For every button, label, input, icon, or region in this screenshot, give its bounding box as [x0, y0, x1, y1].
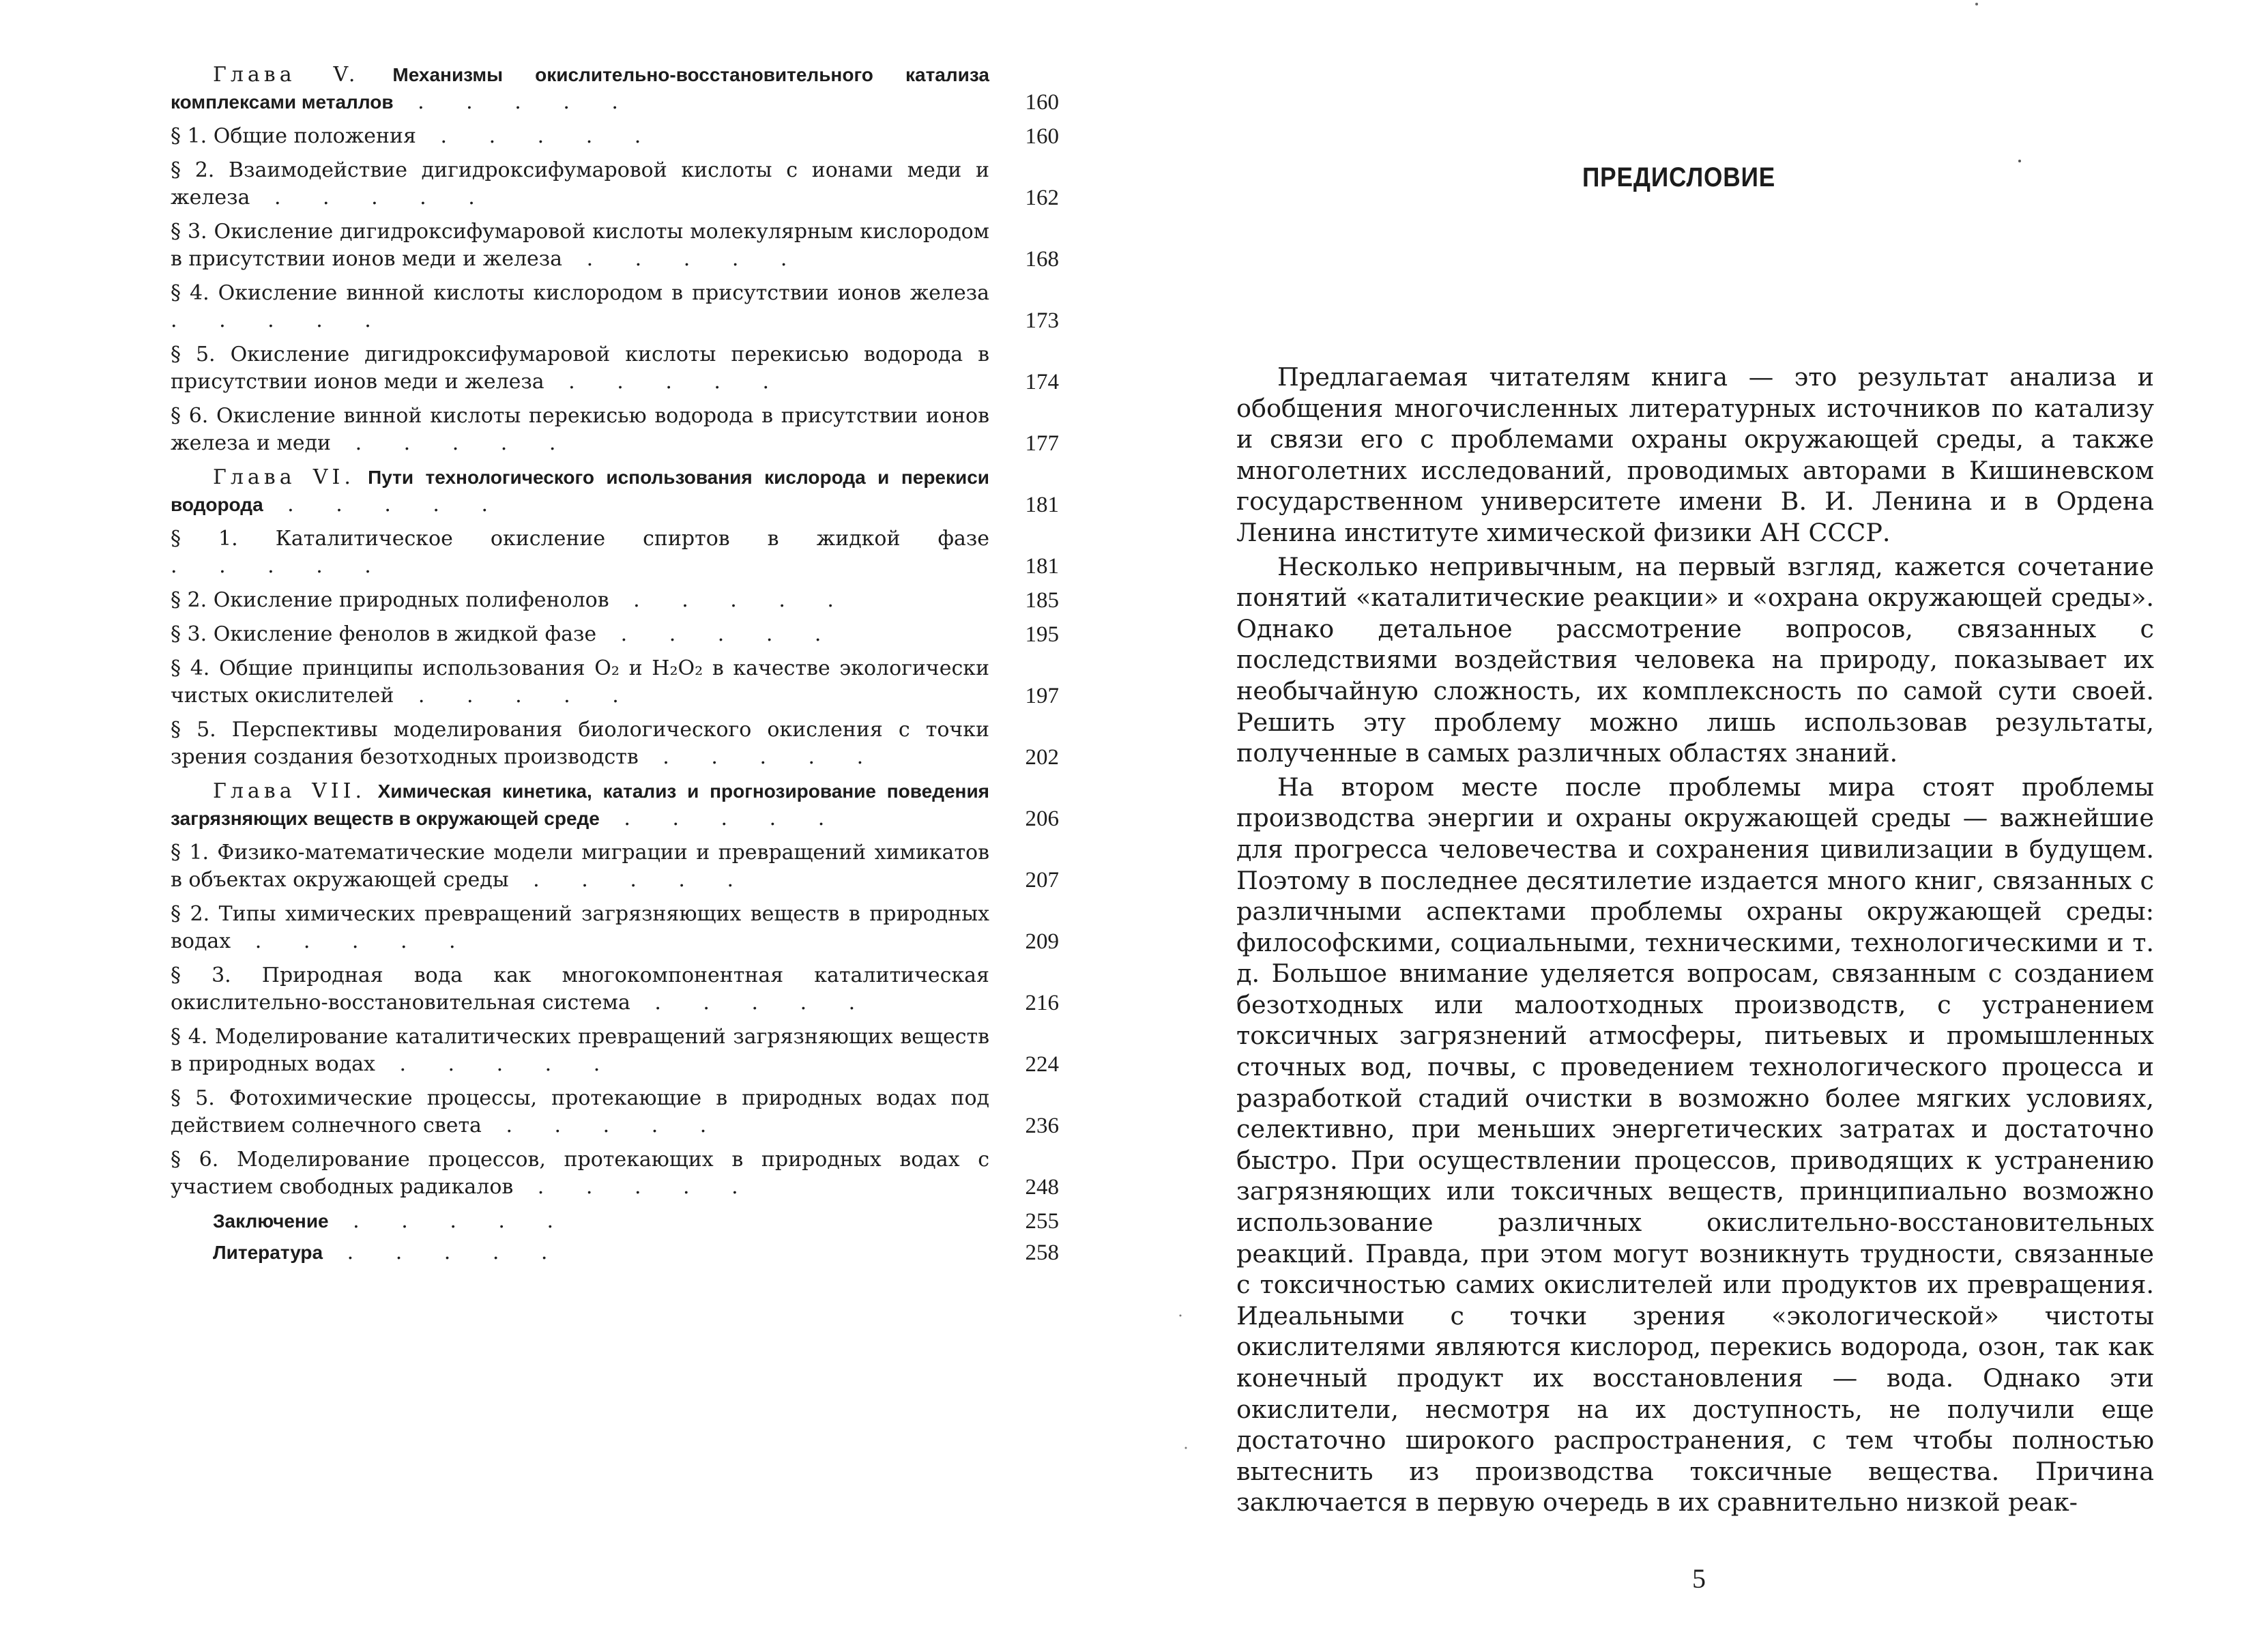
- section-title: § 1. Физико-математические модели миграции и превращений химикатов в объектах окружающей среды: [171, 841, 989, 892]
- toc-section-entry: [171, 621, 1078, 648]
- right-page-preface: [1134, 0, 2268, 1641]
- section-title: § 2. Типы химических превращений загрязняющих веществ в природных водах: [171, 902, 989, 953]
- toc-entry-text: [171, 61, 989, 116]
- toc-page-number: 181: [1025, 554, 1059, 579]
- toc-page-number: 255: [1025, 1209, 1059, 1234]
- leader-dots: . . . . .: [171, 308, 389, 332]
- leader-dots: . . . . .: [481, 1114, 725, 1137]
- toc-section-entry: [171, 839, 1078, 894]
- section-title: § 3. Окисление фенолов в жидкой фазе: [171, 622, 597, 646]
- toc-section-entry: [171, 1023, 1078, 1078]
- section-title: § 2. Окисление природных полифенолов: [171, 588, 609, 612]
- toc-entry-text: [171, 778, 989, 832]
- leader-dots: . . . . .: [393, 90, 636, 114]
- toc-section-entry: [171, 1085, 1078, 1139]
- toc-page-number: 248: [1025, 1175, 1059, 1200]
- preface-title: ПРЕДИСЛОВИЕ: [1582, 162, 1776, 192]
- toc-entry-text: [171, 464, 989, 519]
- toc-page-number: 185: [1025, 588, 1059, 613]
- toc-section-entry: [171, 403, 1078, 457]
- leader-dots: . . . . .: [596, 622, 839, 646]
- toc-final-entry: [171, 1208, 1078, 1235]
- preface-body: [1236, 362, 2154, 1521]
- leader-dots: . . . . .: [513, 1175, 756, 1199]
- toc-page-number: 174: [1025, 370, 1059, 394]
- toc-entry-text: [171, 218, 989, 273]
- leader-dots: . . . . .: [375, 1052, 618, 1076]
- leader-dots: . . . . .: [171, 554, 389, 578]
- toc-entry-text: [171, 157, 989, 212]
- section-title: § 1. Общие положения: [171, 124, 416, 148]
- toc-entry-text: [171, 280, 989, 334]
- leader-dots: . . . . .: [562, 247, 805, 271]
- leader-dots: . . . . .: [323, 1240, 566, 1264]
- toc-entry-text: [171, 1085, 989, 1139]
- toc-page-number: 236: [1025, 1114, 1059, 1138]
- toc-entry-text: [171, 1239, 1026, 1266]
- toc-section-entry: [171, 587, 1078, 614]
- preface-paragraph: Предлагаемая читателям книга — это результат анализа и обобщения многочисленных литературных источников по катализу и связи его с проблемами охраны окружающей среды, а также многолетних исследований, проводимых авторами в Кишиневском государственном университете имени В. И. Ленина и в Ордена Ленина институте химической физики АН СССР.: [1236, 362, 2154, 547]
- toc-entry-text: [171, 655, 989, 710]
- toc-final-entry: [171, 1239, 1078, 1266]
- section-title: § 3. Природная вода как многокомпонентная каталитическая окислительно-восстановительная система: [171, 963, 989, 1015]
- leader-dots: . . . . .: [599, 807, 843, 830]
- leader-dots: . . . . .: [263, 493, 506, 517]
- leader-dots: . . . . .: [638, 745, 882, 769]
- toc-page-number: 195: [1025, 622, 1059, 647]
- chapter-title: Химическая кинетика, катализ и прогнозирование поведения загрязняющих веществ в окружающей среде: [171, 781, 989, 829]
- leader-dots: . . . . .: [609, 588, 852, 612]
- leader-dots: . . . . .: [416, 124, 659, 148]
- leader-dots: . . . . .: [544, 370, 787, 394]
- toc-entry-text: [171, 839, 989, 894]
- toc-entry-text: [171, 962, 989, 1017]
- toc-entry-text: [171, 341, 989, 396]
- toc-section-entry: [171, 123, 1078, 150]
- leader-dots: . . . . .: [331, 431, 574, 455]
- toc-chapter-entry: [171, 778, 1078, 832]
- toc-entry-text: [171, 587, 989, 614]
- toc-page-number: 173: [1025, 308, 1059, 333]
- toc-page-number: 160: [1025, 124, 1059, 149]
- toc-page-number: 168: [1025, 247, 1059, 272]
- toc-section-entry: [171, 962, 1078, 1017]
- leader-dots: . . . . .: [394, 684, 637, 708]
- leader-dots: . . . . .: [328, 1209, 572, 1233]
- section-title: § 5. Окисление дигидроксифумаровой кислоты перекисью водорода в присутствии ионов меди и железа: [171, 343, 989, 394]
- toc-section-entry: [171, 341, 1078, 396]
- section-title: § 6. Окисление винной кислоты перекисью водорода в присутствии ионов железа и меди: [171, 404, 989, 455]
- toc-section-entry: [171, 525, 1078, 580]
- toc-page-number: 216: [1025, 991, 1059, 1015]
- toc-entry-text: [171, 403, 989, 457]
- preface-paragraph: Несколько непривычным, на первый взгляд, кажется сочетание понятий «каталитические реакции» и «охрана окружающей среды». Однако детальное рассмотрение вопросов, связанных с последствиями воздействия человека на природу, показывает их необычайную сложность, их комплексность по самой сути своей. Решить эту проблему можно лишь использовав результаты, полученные в самых различных областях знаний.: [1236, 551, 2154, 768]
- toc-page-number: 177: [1025, 431, 1059, 456]
- toc-page-number: 209: [1025, 929, 1059, 954]
- leader-dots: . . . . .: [630, 991, 873, 1015]
- toc-entry-text: [171, 716, 989, 771]
- toc-page-number: 258: [1025, 1240, 1059, 1265]
- toc-entry-text: [171, 901, 989, 955]
- section-title: § 4. Моделирование каталитических превращений загрязняющих веществ в природных водах: [171, 1025, 989, 1076]
- toc-page-number: 206: [1025, 807, 1059, 831]
- leader-dots: . . . . .: [508, 868, 752, 892]
- toc-chapter-entry: [171, 464, 1078, 519]
- page-number: 5: [1692, 1563, 1706, 1594]
- toc-entry-text: [171, 123, 989, 150]
- toc-entry-text: [171, 1146, 989, 1201]
- leader-dots: . . . . .: [231, 929, 474, 953]
- toc-section-entry: [171, 655, 1078, 710]
- section-title: § 4. Общие принципы использования O₂ и H₂O₂ в качестве экологически чистых окислителей: [171, 656, 989, 708]
- toc-section-entry: [171, 901, 1078, 955]
- chapter-label: Глава VII.: [213, 779, 366, 803]
- chapter-title: Пути технологического использования кислорода и перекиси водорода: [171, 467, 990, 515]
- toc-entry-text: [171, 1208, 1026, 1235]
- preface-paragraph: На втором месте после проблемы мира стоят проблемы производства энергии и охраны окружающей среды — важнейшие для прогресса человечества и сохранения цивилизации в будущем. Поэтому в последнее десятилетие издается много книг, связанных с различными аспектами проблемы охраны окружающей среды: философскими, социальными, техническими, технологическими и т. д. Большое внимание уделяется вопросам, связанным с созданием безотходных или малоотходных производств, с устранением токсичных загрязнений атмосферы, питьевых и промышленных сточных вод, почвы, с проведением технологического процесса и разработкой стадий очистки в возможно более мягких условиях, селективно, при меньших энергетических затратах и достаточно быстро. При осуществлении процессов, приводящих к устранению загрязняющих или токсичных веществ, принципиально возможно использование различных окислительно-восстановительных реакций. Правда, при этом могут возникнуть трудности, связанные с токсичностью самих окислителей или продуктов их превращения. Идеальными с точки зрения «экологической» чистоты окислителями являются кислород, перекись водорода, озон, так как конечный продукт их восстановления — вода. Однако эти окислители, несмотря на их доступность, не получили еще достаточно широкого распространения, с тем чтобы полностью вытеснить из производства токсичные вещества. Причина заключается в первую очередь в их сравнительно низкой реак-: [1236, 772, 2154, 1517]
- table-of-contents: [171, 61, 1078, 1270]
- toc-page-number: 207: [1025, 868, 1059, 892]
- toc-page-number: 202: [1025, 745, 1059, 770]
- section-title: § 1. Каталитическое окисление спиртов в жидкой фазе: [171, 527, 989, 551]
- toc-page-number: 181: [1025, 493, 1059, 517]
- toc-entry-text: [171, 525, 989, 580]
- section-title: § 5. Фотохимические процессы, протекающие в природных водах под действием солнечного света: [171, 1086, 989, 1137]
- toc-final-title: Литература: [213, 1242, 323, 1263]
- chapter-label: Глава VI.: [213, 465, 355, 489]
- toc-page-number: 197: [1025, 684, 1059, 708]
- toc-section-entry: [171, 157, 1078, 212]
- chapter-label: Глава V.: [213, 63, 360, 87]
- toc-section-entry: [171, 1146, 1078, 1201]
- toc-page-number: 162: [1025, 186, 1059, 210]
- toc-page-number: 160: [1025, 90, 1059, 115]
- section-title: § 4. Окисление винной кислоты кислородом в присутствии ионов железа: [171, 281, 989, 305]
- toc-section-entry: [171, 218, 1078, 273]
- section-title: § 6. Моделирование процессов, протекающих в природных водах с участием свободных радикалов: [171, 1148, 989, 1199]
- toc-final-title: Заключение: [213, 1210, 329, 1232]
- leader-dots: . . . . .: [250, 186, 493, 209]
- toc-section-entry: [171, 280, 1078, 334]
- section-title: § 2. Взаимодействие дигидроксифумаровой кислоты с ионами меди и железа: [171, 158, 989, 209]
- toc-page-number: 224: [1025, 1052, 1059, 1077]
- chapter-title: Механизмы окислительно-восстановительного катализа комплексами металлов: [171, 64, 989, 113]
- toc-entry-text: [171, 621, 989, 648]
- toc-entry-text: [171, 1023, 989, 1078]
- toc-chapter-entry: [171, 61, 1078, 116]
- section-title: § 5. Перспективы моделирования биологического окисления с точки зрения создания безотходных производств: [171, 718, 989, 769]
- toc-section-entry: [171, 716, 1078, 771]
- section-title: § 3. Окисление дигидроксифумаровой кислоты молекулярным кислородом в присутствии ионов меди и железа: [171, 220, 989, 271]
